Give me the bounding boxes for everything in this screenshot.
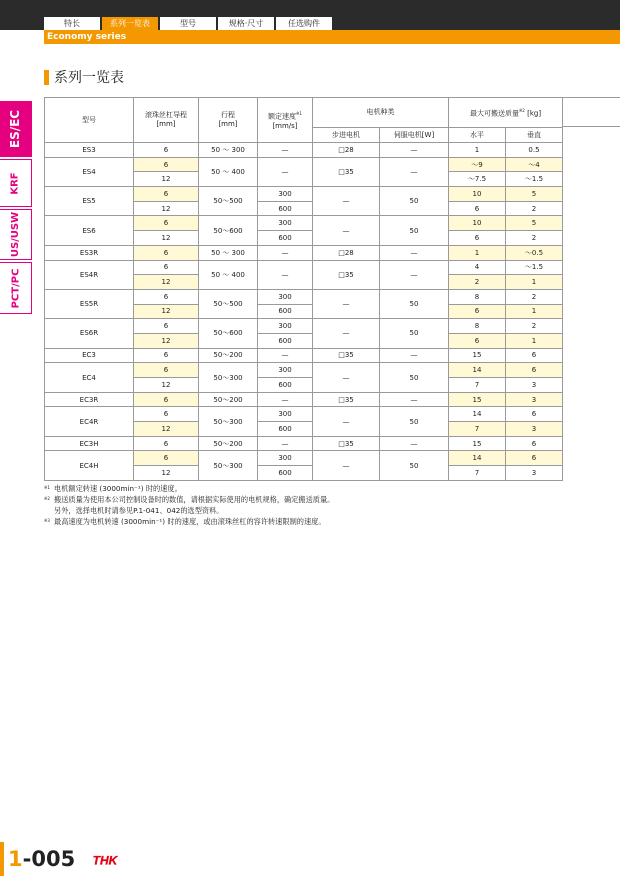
side-tab-label: KRF — [10, 171, 21, 195]
cell-speed: — — [258, 260, 313, 289]
cell-vertical: 2 — [506, 201, 563, 216]
cell-servo: 50 — [380, 187, 449, 216]
cell-servo: — — [380, 260, 449, 289]
header-motor-type: 电机种类 — [313, 98, 449, 128]
cell-lead: 6 — [134, 289, 199, 304]
cell-lead: 12 — [134, 201, 199, 216]
cell-stroke: 50～200 — [199, 348, 258, 363]
cell-stepping: □35 — [313, 157, 380, 186]
cell-stroke: 50～200 — [199, 436, 258, 451]
footnotes — [44, 483, 564, 527]
header-lead: 滚珠丝杠导程 [mm] — [134, 98, 199, 143]
table-row — [45, 392, 563, 407]
cell-vertical: ～4 — [506, 157, 563, 172]
cell-servo: 50 — [380, 363, 449, 392]
cell-lead: 6 — [134, 451, 199, 466]
table-row — [45, 187, 563, 202]
page-number — [0, 842, 75, 876]
cell-vertical: ～0.5 — [506, 245, 563, 260]
cell-speed: 300 — [258, 319, 313, 334]
header-stroke: 行程 [mm] — [199, 98, 258, 143]
cell-stepping: □35 — [313, 436, 380, 451]
cell-servo: — — [380, 436, 449, 451]
cell-horizontal: 1 — [449, 245, 506, 260]
cell-stroke: 50～600 — [199, 319, 258, 348]
cell-speed: 300 — [258, 216, 313, 231]
cell-horizontal: 14 — [449, 363, 506, 378]
cell-model: ES5 — [45, 187, 134, 216]
logo-text: THK — [92, 853, 118, 868]
side-tab-es-ec[interactable] — [0, 101, 32, 157]
header-tabs — [44, 17, 334, 30]
side-tab-krf[interactable] — [0, 159, 32, 207]
footnote: 另外，选择电机时请参见P.1-041、042的选型资料。 — [54, 506, 224, 515]
cell-vertical: 5 — [506, 187, 563, 202]
cell-speed: 600 — [258, 231, 313, 246]
cell-speed: 600 — [258, 378, 313, 393]
side-tab-label: PCT/PC — [10, 268, 21, 308]
cell-model: EC4R — [45, 407, 134, 436]
header-horizontal: 水平 — [449, 128, 506, 143]
side-tab-us-usw[interactable] — [0, 209, 32, 260]
cell-vertical: 0.5 — [506, 143, 563, 158]
cell-servo: — — [380, 348, 449, 363]
cell-lead: 6 — [134, 392, 199, 407]
cell-stroke: 50 ～ 400 — [199, 157, 258, 186]
cell-stepping: — — [313, 363, 380, 392]
cell-horizontal: 6 — [449, 231, 506, 246]
cell-speed: 600 — [258, 333, 313, 348]
series-spec-table — [44, 97, 563, 481]
cell-horizontal: 6 — [449, 304, 506, 319]
cell-lead: 6 — [134, 260, 199, 275]
cell-speed: — — [258, 157, 313, 186]
series-label: Economy series — [44, 30, 620, 44]
cell-model: ES3R — [45, 245, 134, 260]
section-title-text: 系列一览表 — [54, 70, 124, 86]
cell-horizontal: 14 — [449, 451, 506, 466]
cell-horizontal: 8 — [449, 289, 506, 304]
cell-servo: 50 — [380, 407, 449, 436]
cell-horizontal: 1 — [449, 143, 506, 158]
cell-stroke: 50 ～ 300 — [199, 245, 258, 260]
cell-horizontal: 7 — [449, 466, 506, 481]
cell-stroke: 50～600 — [199, 216, 258, 245]
cell-speed: — — [258, 143, 313, 158]
cell-stepping: — — [313, 407, 380, 436]
table-row — [45, 216, 563, 231]
cell-stepping: □35 — [313, 392, 380, 407]
tab-model[interactable]: 型号 — [160, 17, 216, 30]
cell-model: EC3R — [45, 392, 134, 407]
cell-lead: 6 — [134, 363, 199, 378]
header-servo-motor: 伺服电机[W] — [380, 128, 449, 143]
cell-speed: 300 — [258, 407, 313, 422]
cell-stepping: □28 — [313, 245, 380, 260]
footnote: ※2 搬送质量为使用本公司控制设备时的数值，请根据实际使用的电机规格，确定搬送质量。 — [44, 495, 335, 504]
cell-servo: — — [380, 157, 449, 186]
cell-servo: 50 — [380, 216, 449, 245]
cell-vertical: 3 — [506, 466, 563, 481]
cell-servo: 50 — [380, 451, 449, 480]
cell-stepping: □28 — [313, 143, 380, 158]
thk-logo — [88, 852, 122, 868]
table-extension-line — [562, 97, 620, 98]
cell-horizontal: 7 — [449, 422, 506, 437]
cell-lead: 12 — [134, 466, 199, 481]
cell-lead: 12 — [134, 333, 199, 348]
cell-horizontal: ～9 — [449, 157, 506, 172]
table-row — [45, 436, 563, 451]
cell-horizontal: 7 — [449, 378, 506, 393]
table-row — [45, 407, 563, 422]
cell-model: ES4 — [45, 157, 134, 186]
page-number-text: 1-005 — [8, 847, 76, 871]
table-row — [45, 289, 563, 304]
header-stepping-motor: 步进电机 — [313, 128, 380, 143]
cell-vertical: 2 — [506, 319, 563, 334]
cell-model: ES6 — [45, 216, 134, 245]
page-marker — [0, 842, 4, 876]
cell-horizontal: ～7.5 — [449, 172, 506, 187]
cell-servo: 50 — [380, 319, 449, 348]
cell-lead: 6 — [134, 348, 199, 363]
header-vertical: 垂直 — [506, 128, 563, 143]
cell-speed: 300 — [258, 187, 313, 202]
cell-speed: — — [258, 245, 313, 260]
side-tab-label: ES/EC — [8, 109, 23, 149]
cell-servo: — — [380, 143, 449, 158]
cell-servo: — — [380, 392, 449, 407]
cell-vertical: ～1.5 — [506, 260, 563, 275]
cell-vertical: 1 — [506, 333, 563, 348]
cell-stepping: — — [313, 289, 380, 318]
cell-vertical: 1 — [506, 275, 563, 290]
table-row — [45, 260, 563, 275]
cell-vertical: 3 — [506, 422, 563, 437]
cell-lead: 6 — [134, 407, 199, 422]
cell-horizontal: 6 — [449, 333, 506, 348]
cell-stepping: — — [313, 451, 380, 480]
cell-speed: 300 — [258, 451, 313, 466]
cell-horizontal: 2 — [449, 275, 506, 290]
cell-horizontal: 8 — [449, 319, 506, 334]
cell-model: EC4H — [45, 451, 134, 480]
cell-stroke: 50～300 — [199, 363, 258, 392]
cell-vertical: 6 — [506, 436, 563, 451]
footnote: ※1 电机额定转速 (3000min⁻¹) 时的速度。 — [44, 484, 182, 493]
cell-stepping: — — [313, 216, 380, 245]
footnote: ※3 最高速度为电机转速 (3000min⁻¹) 时的速度，或由滚珠丝杠的容许转速限制的速度。 — [44, 517, 326, 526]
header-max-payload: 最大可搬送质量$^{※2}$ [kg] — [449, 98, 563, 128]
cell-speed: 600 — [258, 304, 313, 319]
cell-lead: 6 — [134, 319, 199, 334]
cell-horizontal: 10 — [449, 216, 506, 231]
cell-model: EC3H — [45, 436, 134, 451]
cell-lead: 6 — [134, 436, 199, 451]
table-row — [45, 245, 563, 260]
cell-speed: 600 — [258, 422, 313, 437]
table-row — [45, 348, 563, 363]
cell-stroke: 50～200 — [199, 392, 258, 407]
cell-lead: 12 — [134, 231, 199, 246]
cell-speed: 300 — [258, 289, 313, 304]
cell-servo: 50 — [380, 289, 449, 318]
table-row — [45, 157, 563, 172]
cell-speed: 600 — [258, 466, 313, 481]
cell-lead: 6 — [134, 216, 199, 231]
cell-vertical: 3 — [506, 392, 563, 407]
cell-stroke: 50 ～ 400 — [199, 260, 258, 289]
cell-horizontal: 10 — [449, 187, 506, 202]
cell-horizontal: 4 — [449, 260, 506, 275]
cell-vertical: 1 — [506, 304, 563, 319]
cell-vertical: 6 — [506, 363, 563, 378]
cell-model: ES3 — [45, 143, 134, 158]
cell-lead: 12 — [134, 378, 199, 393]
cell-stroke: 50～500 — [199, 187, 258, 216]
side-tab-pct-pc[interactable] — [0, 262, 32, 314]
cell-lead: 12 — [134, 275, 199, 290]
cell-stroke: 50～300 — [199, 451, 258, 480]
cell-stepping: — — [313, 319, 380, 348]
cell-vertical: 6 — [506, 348, 563, 363]
tab-specs-dimensions[interactable]: 规格·尺寸 — [218, 17, 274, 30]
table-row — [45, 143, 563, 158]
cell-lead: 6 — [134, 143, 199, 158]
cell-vertical: 6 — [506, 407, 563, 422]
cell-lead: 6 — [134, 157, 199, 172]
cell-lead: 12 — [134, 304, 199, 319]
table-row — [45, 451, 563, 466]
cell-speed: — — [258, 348, 313, 363]
cell-vertical: 3 — [506, 378, 563, 393]
cell-horizontal: 14 — [449, 407, 506, 422]
cell-lead: 6 — [134, 187, 199, 202]
cell-model: ES4R — [45, 260, 134, 289]
cell-stroke: 50 ～ 300 — [199, 143, 258, 158]
cell-horizontal: 15 — [449, 348, 506, 363]
cell-lead: 6 — [134, 245, 199, 260]
cell-speed: 300 — [258, 363, 313, 378]
section-marker — [44, 70, 49, 85]
cell-vertical: 6 — [506, 451, 563, 466]
cell-horizontal: 15 — [449, 436, 506, 451]
tab-features[interactable]: 特长 — [44, 17, 100, 30]
tab-series-list[interactable]: 系列一览表 — [102, 17, 158, 30]
side-tab-label: US/USW — [10, 211, 22, 258]
cell-lead: 12 — [134, 172, 199, 187]
tab-options[interactable]: 任选购件 — [276, 17, 332, 30]
header-model: 型号 — [45, 98, 134, 143]
cell-vertical: 5 — [506, 216, 563, 231]
cell-vertical: 2 — [506, 289, 563, 304]
cell-model: EC4 — [45, 363, 134, 392]
cell-vertical: 2 — [506, 231, 563, 246]
cell-stepping: — — [313, 187, 380, 216]
cell-stepping: □35 — [313, 260, 380, 289]
cell-horizontal: 15 — [449, 392, 506, 407]
cell-horizontal: 6 — [449, 201, 506, 216]
header-speed: 额定速度$^{※1}$ [mm/s] — [258, 98, 313, 143]
cell-speed: — — [258, 436, 313, 451]
section-title — [44, 68, 124, 86]
cell-model: ES6R — [45, 319, 134, 348]
cell-stroke: 50～300 — [199, 407, 258, 436]
table-row — [45, 363, 563, 378]
cell-model: EC3 — [45, 348, 134, 363]
cell-stepping: □35 — [313, 348, 380, 363]
table-row — [45, 319, 563, 334]
cell-lead: 12 — [134, 422, 199, 437]
cell-servo: — — [380, 245, 449, 260]
cell-stroke: 50～500 — [199, 289, 258, 318]
cell-speed: — — [258, 392, 313, 407]
cell-model: ES5R — [45, 289, 134, 318]
cell-vertical: ～1.5 — [506, 172, 563, 187]
cell-speed: 600 — [258, 201, 313, 216]
table-extension-line — [562, 126, 620, 127]
